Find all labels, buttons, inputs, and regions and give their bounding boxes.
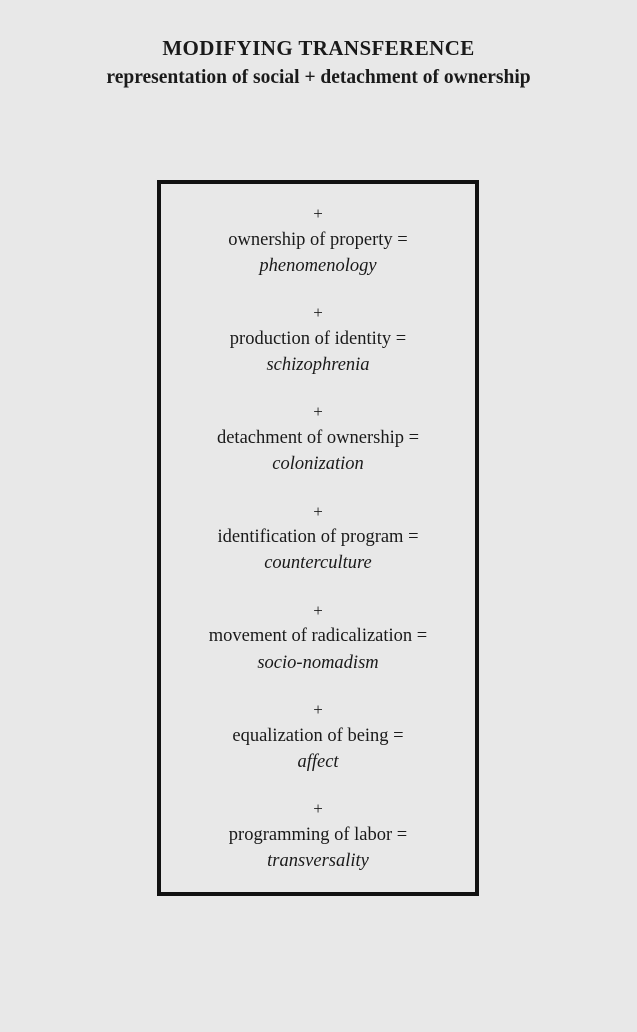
list-item (161, 797, 475, 874)
entry-equation: identification of program = (217, 527, 419, 548)
list-item (161, 400, 475, 477)
entry-result: phenomenology (259, 255, 377, 276)
plus-icon: + (313, 501, 323, 521)
entry-equation: detachment of ownership = (216, 427, 420, 448)
list-item (161, 500, 475, 577)
entry-equation: production of identity = (229, 328, 407, 349)
plus-icon: + (313, 600, 323, 620)
plus-icon: + (313, 303, 323, 323)
plus-icon: + (313, 699, 323, 719)
entry-equation: movement of radicalization = (208, 626, 428, 647)
entry-result: colonization (272, 454, 364, 475)
plus-icon: + (313, 204, 323, 223)
entry-equation: equalization of being = (232, 725, 404, 746)
entry-result: schizophrenia (266, 355, 370, 376)
page-header (0, 0, 637, 92)
list-item (161, 599, 475, 676)
page-subtitle: representation of social + detachment of ownership (106, 67, 531, 89)
diagram-box (157, 180, 479, 896)
entry-result: transversality (267, 850, 369, 871)
list-item (161, 301, 475, 378)
entry-list (161, 184, 475, 874)
page-title: MODIFYING TRANSFERENCE (162, 36, 475, 60)
entry-result: counterculture (264, 553, 372, 574)
plus-icon: + (313, 799, 323, 819)
entry-equation: programming of labor = (228, 824, 408, 845)
list-item (161, 698, 475, 775)
entry-equation: ownership of property = (228, 229, 408, 250)
plus-icon: + (313, 402, 323, 422)
list-item (161, 202, 475, 279)
entry-result: affect (297, 751, 339, 772)
entry-result: socio-nomadism (257, 652, 379, 673)
